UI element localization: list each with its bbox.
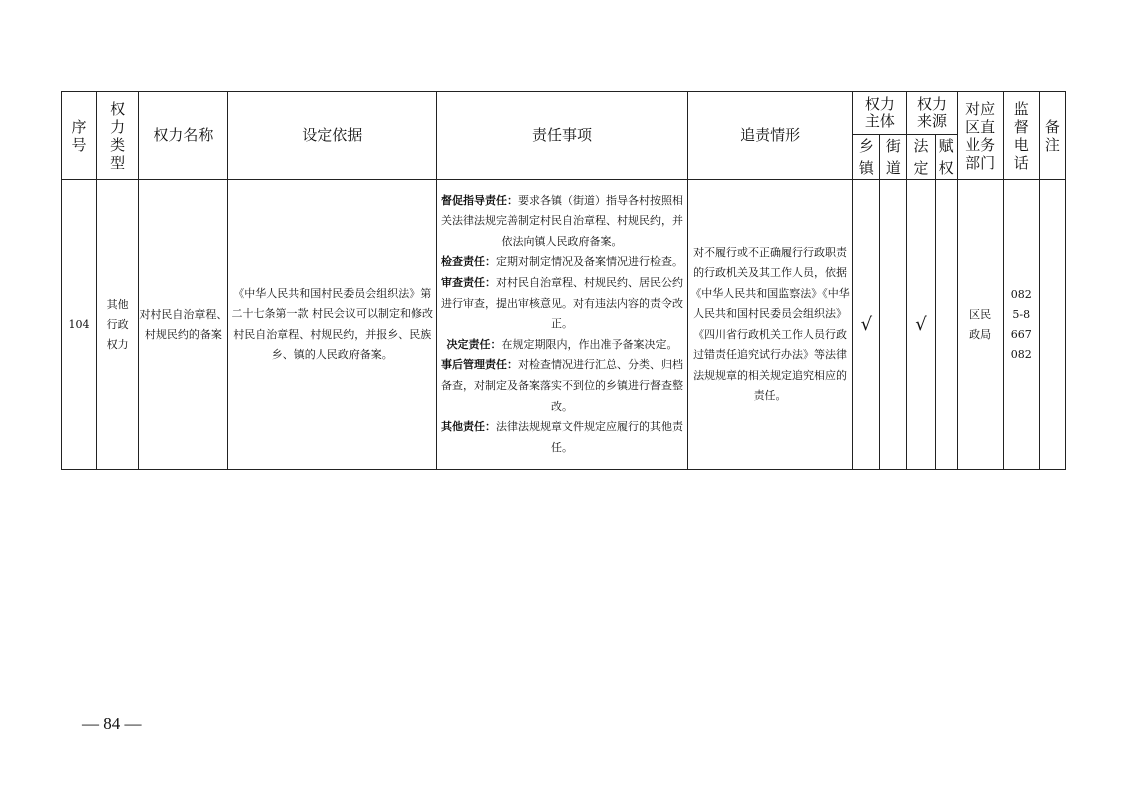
cell-duties [437, 180, 688, 470]
header-source-statutory: 法 定 [907, 135, 935, 180]
header-index: 序 号 [62, 92, 97, 180]
duty-item: 检查责任：定期对制定情况及备案情况进行检查。 [440, 255, 683, 269]
duty-item: 审查责任：对村民自治章程、村规民约、居民公约进行审查，提出审核意见。对有违法内容的责令改正。 [440, 276, 683, 331]
duty-item: 决定责任：在规定期限内，作出准予备案决定。 [446, 337, 678, 351]
cell-phone: 082 5-8 667 082 [1003, 180, 1039, 470]
cell-index: 104 [62, 180, 97, 470]
header-subject-township: 乡 镇 [853, 135, 880, 180]
cell-power-type: 其他 行政 权力 [97, 180, 139, 470]
cell-dept: 区民 政局 [957, 180, 1003, 470]
cell-source-granted-check [935, 180, 957, 470]
duty-item: 督促指导责任：要求各镇（街道）指导各村按照相关法律法规完善制定村民自治章程、村规民约，并依法向镇人民政府备案。 [440, 193, 683, 248]
header-duty: 责任事项 [437, 92, 688, 180]
cell-basis: 《中华人民共和国村民委员会组织法》第二十七条第一款 村民会议可以制定和修改村民自治章程、村规民约，并报乡、民族乡、镇的人民政府备案。 [228, 180, 437, 470]
header-power-subject: 权力主体 [853, 92, 907, 135]
cell-source-statutory-check: √ [907, 180, 935, 470]
header-subject-street: 街 道 [880, 135, 907, 180]
header-dept: 对应 区直 业务 部门 [957, 92, 1003, 180]
duty-item: 事后管理责任：对检查情况进行汇总、分类、归档备查，对制定及备案落实不到位的乡镇进行督查整改。 [440, 358, 683, 413]
power-list-table [61, 91, 1066, 470]
header-power-source: 权力来源 [907, 92, 957, 135]
cell-subject-street-check [880, 180, 907, 470]
duty-item: 其他责任：法律法规规章文件规定应履行的其他责任。 [440, 420, 683, 454]
cell-subject-township-check: √ [853, 180, 880, 470]
page-number: — 84 — [82, 714, 142, 733]
header-source-granted: 赋 权 [935, 135, 957, 180]
header-power-name: 权力名称 [139, 92, 228, 180]
header-remark: 备 注 [1039, 92, 1065, 180]
header-power-type: 权 力 类 型 [97, 92, 139, 180]
cell-accountability: 对不履行或不正确履行行政职责的行政机关及其工作人员，依据《中华人民共和国监察法》《中华人民共和国村民委员会组织法》《四川省行政机关工作人员行政过错责任追究试行办法》等法律法规规章的相关规定追究相应的责任。 [687, 180, 852, 470]
header-phone: 监 督 电 话 [1003, 92, 1039, 180]
header-basis: 设定依据 [228, 92, 437, 180]
cell-power-name: 对村民自治章程、村规民约的备案 [139, 180, 228, 470]
cell-remark [1039, 180, 1065, 470]
header-accountability: 追责情形 [687, 92, 852, 180]
